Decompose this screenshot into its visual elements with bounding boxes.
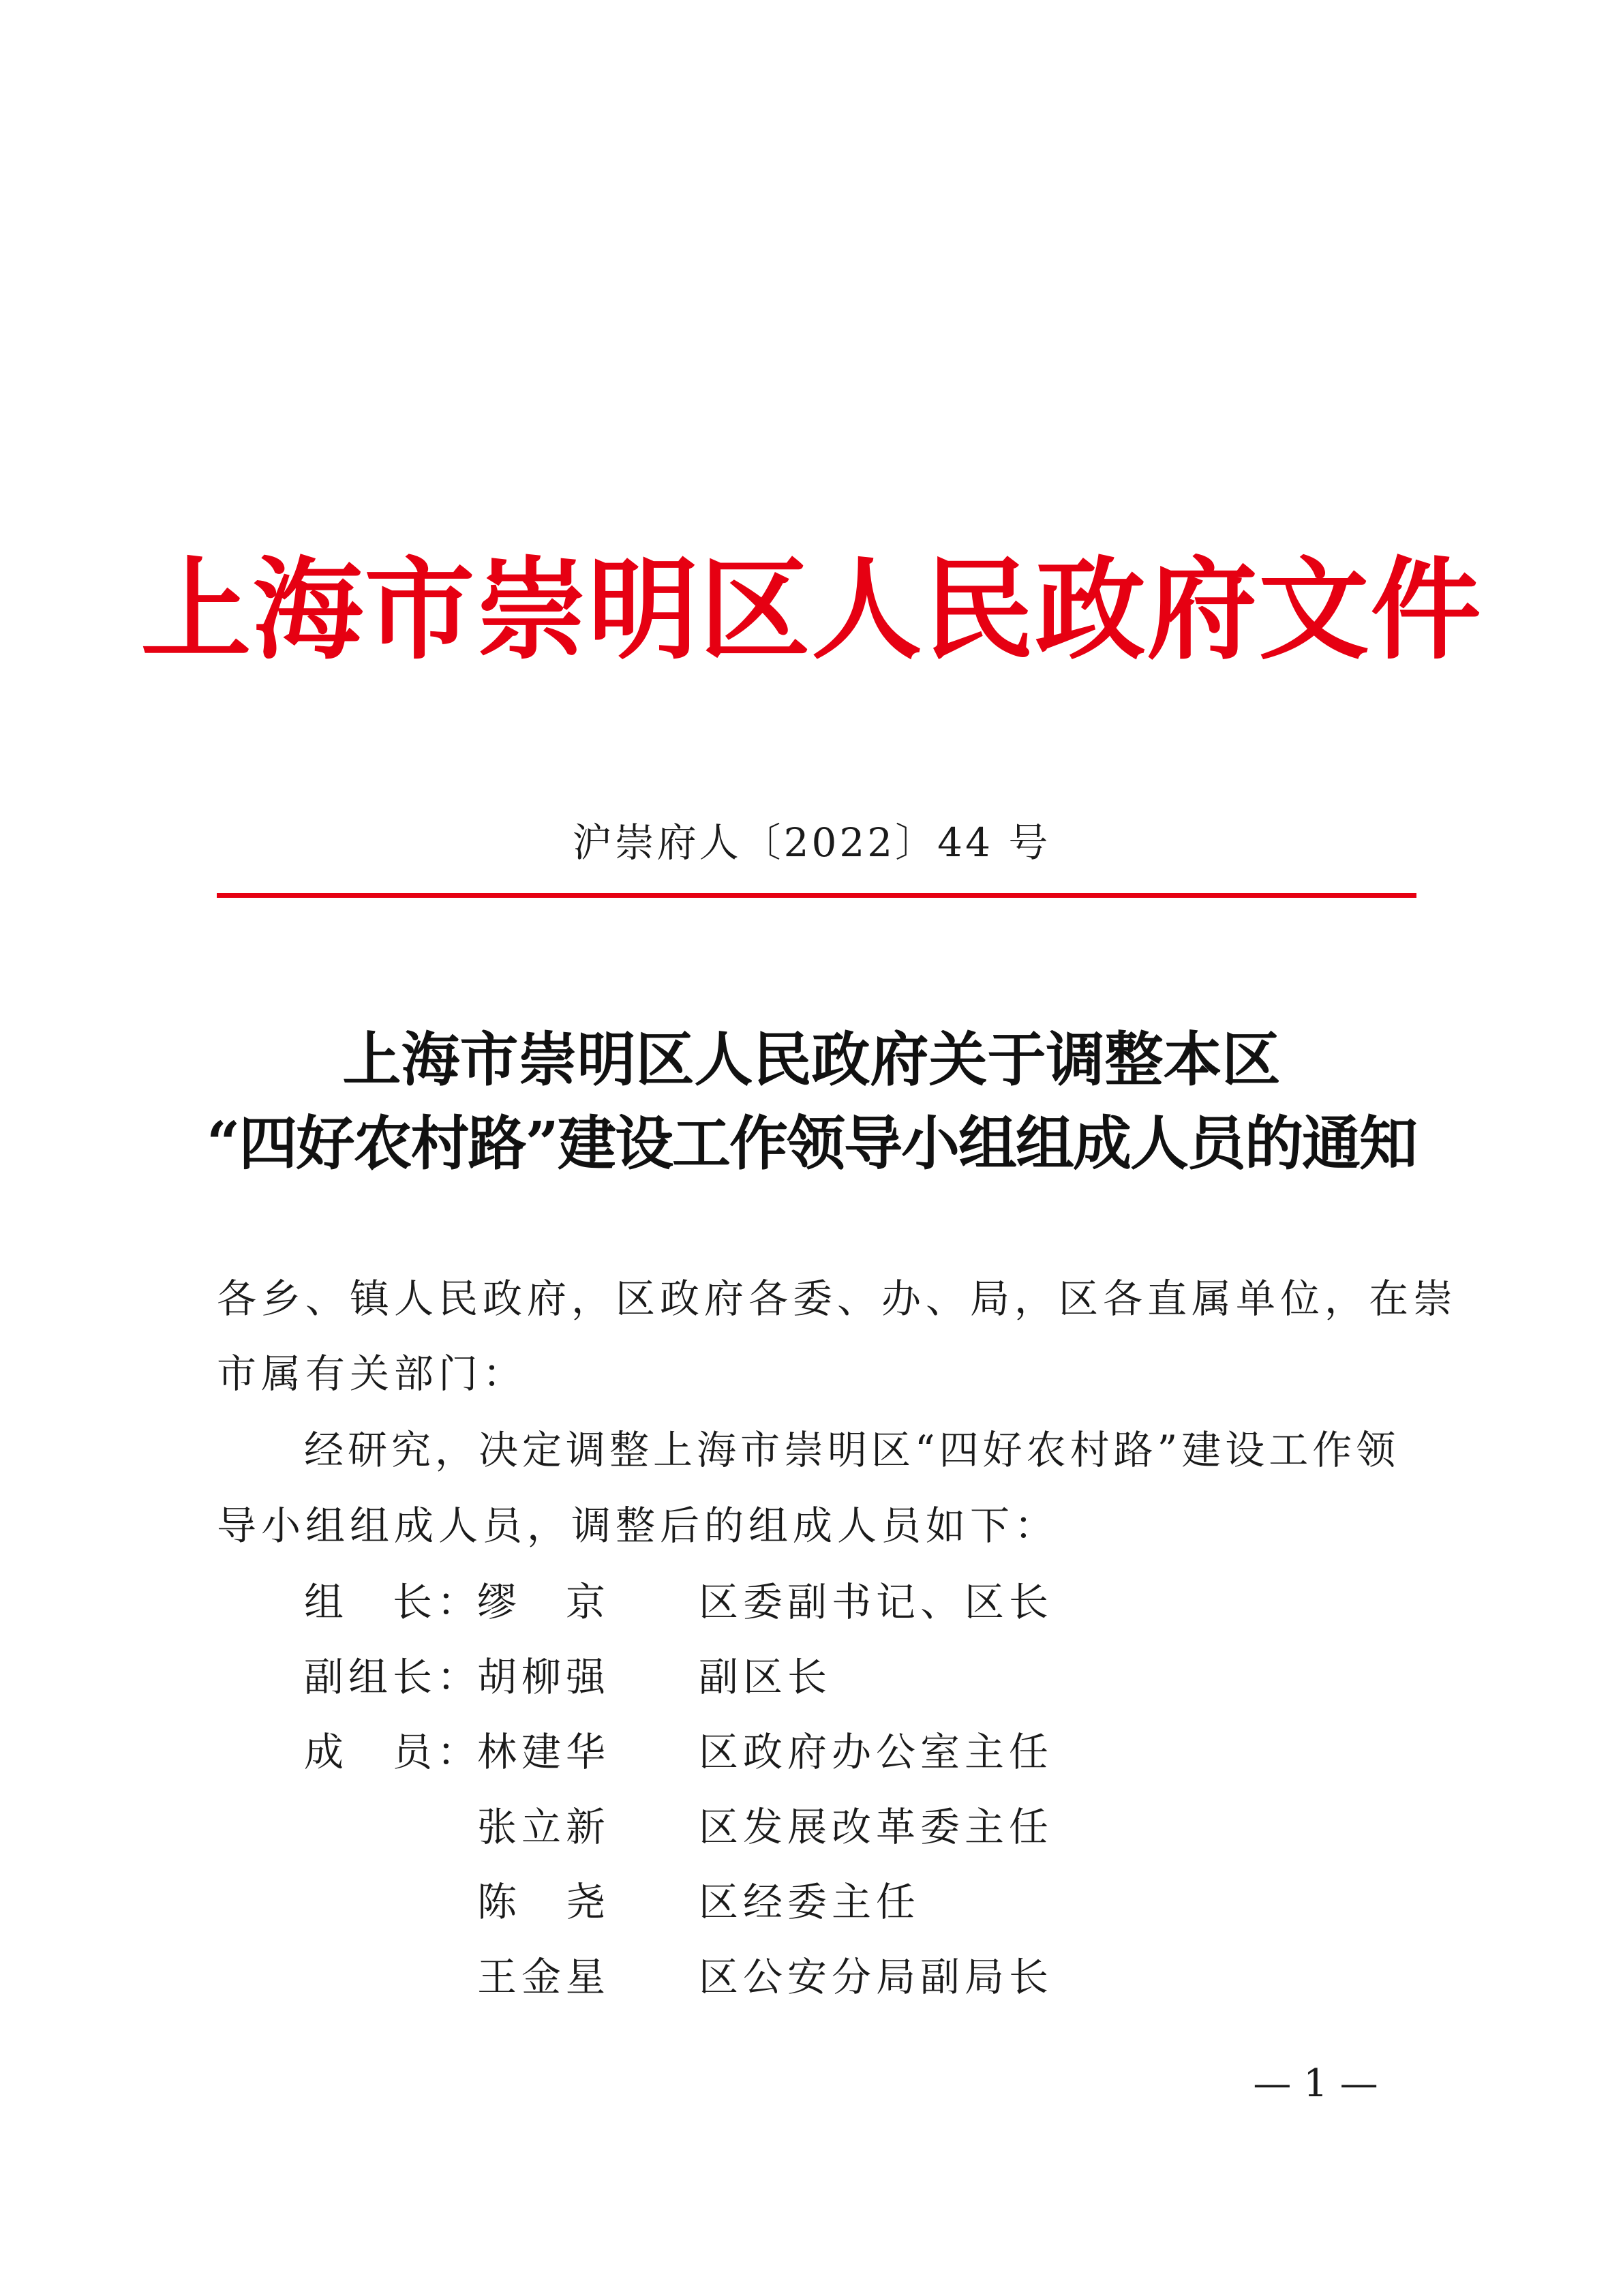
member-name: 张立新 <box>477 1804 611 1850</box>
body-paragraph-line-2: 导小组组成人员，调整后的组成人员如下： <box>217 1502 1059 1549</box>
member-position: 区公安分局副局长 <box>699 1954 1054 2000</box>
member-name: 缪 京 <box>477 1579 611 1625</box>
salutation-line-1: 各乡、镇人民政府，区政府各委、办、局，区各直属单位，在崇 <box>217 1275 1458 1322</box>
notice-title-line-2: “四好农村路”建设工作领导小组组成人员的通知 <box>207 1109 1416 1178</box>
member-position: 区经委主任 <box>699 1879 921 1925</box>
document-masthead: 上海市崇明区人民政府文件 <box>140 545 1483 675</box>
member-role-label: 副组长： <box>304 1654 482 1700</box>
document-number: 沪崇府人〔2022〕44 号 <box>572 819 1051 866</box>
notice-title-line-1: 上海市崇明区人民政府关于调整本区 <box>342 1025 1281 1094</box>
member-position: 区发展改革委主任 <box>699 1804 1054 1850</box>
member-position: 副区长 <box>699 1654 832 1700</box>
member-role-label: 组 长： <box>304 1579 482 1625</box>
red-divider-line <box>217 893 1416 898</box>
member-name: 胡柳强 <box>477 1654 611 1700</box>
member-position: 区委副书记、区长 <box>699 1579 1054 1625</box>
page-number: — 1 — <box>1253 2061 1378 2106</box>
member-role-label: 成 员： <box>304 1729 482 1775</box>
member-name: 王金星 <box>477 1954 611 2000</box>
member-name: 陈 尧 <box>477 1879 611 1925</box>
member-name: 林建华 <box>477 1729 611 1775</box>
salutation-line-2: 市属有关部门： <box>217 1350 528 1397</box>
body-paragraph-line-1: 经研究，决定调整上海市崇明区“四好农村路”建设工作领 <box>304 1427 1400 1473</box>
member-position: 区政府办公室主任 <box>699 1729 1054 1775</box>
